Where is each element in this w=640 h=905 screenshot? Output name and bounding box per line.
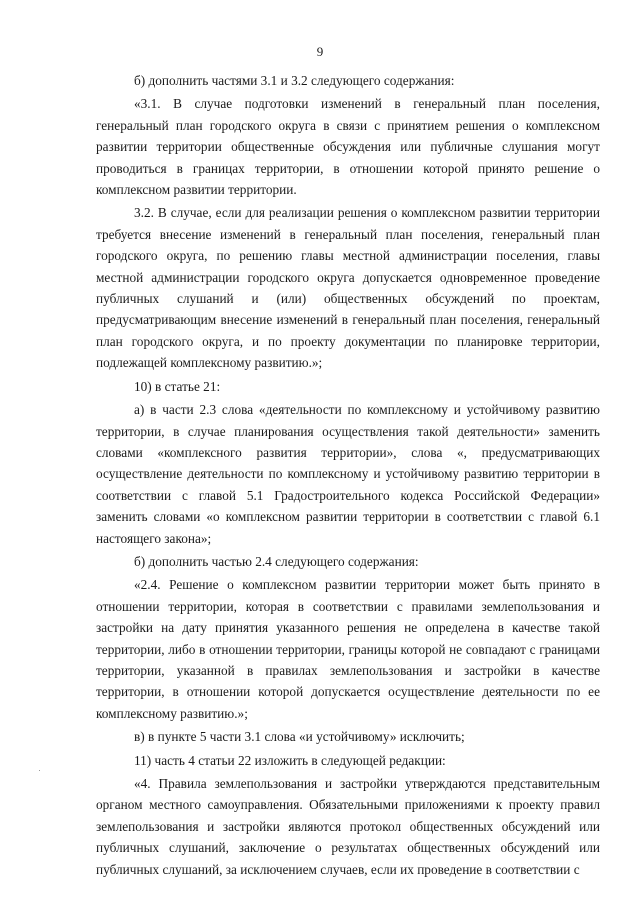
page-number: 9 [316, 44, 324, 59]
paragraph-part-3-1: «3.1. В случае подготовки изменений в генеральный план поселения, генеральный план городского округа в связи с принятием решения о комплексном развитии территории общественные обсуждения или публичные слушания могут проводиться в границах территории, в отношении которой принято решение о комплексном развитии территории. [96, 96, 600, 198]
document-body [96, 70, 600, 880]
paragraph-part-3-2: 3.2. В случае, если для реализации решения о комплексном развитии территории требуется внесение изменений в генеральный план поселения, генеральный план городского округа, по решению главы местной администрации поселения, главы местной администрации городского округа допускается одновременное проведение публичных слушаний и (или) общественных обсуждений по проектам, предусматривающим внесение изменений в генеральный план поселения, генеральный план городского округа, и по проекту документации по планировке территории, подлежащей комплексному развитию.»; [96, 205, 600, 371]
paragraph-item-10: 10) в статье 21: [134, 378, 221, 394]
paragraph-item-10-v: в) в пункте 5 части 3.1 слова «и устойчивому» исключить; [134, 729, 465, 745]
paragraph-item-11: 11) часть 4 статьи 22 изложить в следующей редакции: [134, 752, 446, 768]
scan-artifact-dot [39, 770, 40, 771]
paragraph-amendment-b-intro: б) дополнить частями 3.1 и 3.2 следующего содержания: [134, 73, 455, 88]
paragraph-part-4: «4. Правила землепользования и застройки утверждаются представительным органом местного самоуправления. Обязательными приложениями к проекту правил землепользования и застройки являются протокол общественных обсуждений или публичных слушаний, заключение о результатах общественных обсуждений или публичных слушаний, за исключением случаев, если их проведение в соответствии с [96, 776, 600, 877]
paragraph-part-2-4: «2.4. Решение о комплексном развитии территории может быть принято в отношении территории, которая в соответствии с правилами землепользования и застройки на дату принятия указанного решения не определена в качестве такой территории, либо в отношении территории, границы которой не совпадают с границами территории, указанной в правилах землепользования и застройки в качестве территории, в отношении которой допускается осуществление деятельности по ее комплексному развитию.»; [96, 577, 600, 721]
paragraph-item-10-a: а) в части 2.3 слова «деятельности по комплексному и устойчивому развитию территории, в случае планирования осуществления такой деятельности» заменить словами «комплексного развития территории», слова «, предусматривающих осуществление деятельности по комплексному и устойчивому развитию территории в соответствии с главой 5.1 Градостроительного кодекса Российской Федерации» заменить словами «о комплексном развитии территории в соответствии с главой 6.1 настоящего закона»; [96, 402, 600, 546]
paragraph-item-10-b: б) дополнить частью 2.4 следующего содержания: [134, 553, 419, 569]
